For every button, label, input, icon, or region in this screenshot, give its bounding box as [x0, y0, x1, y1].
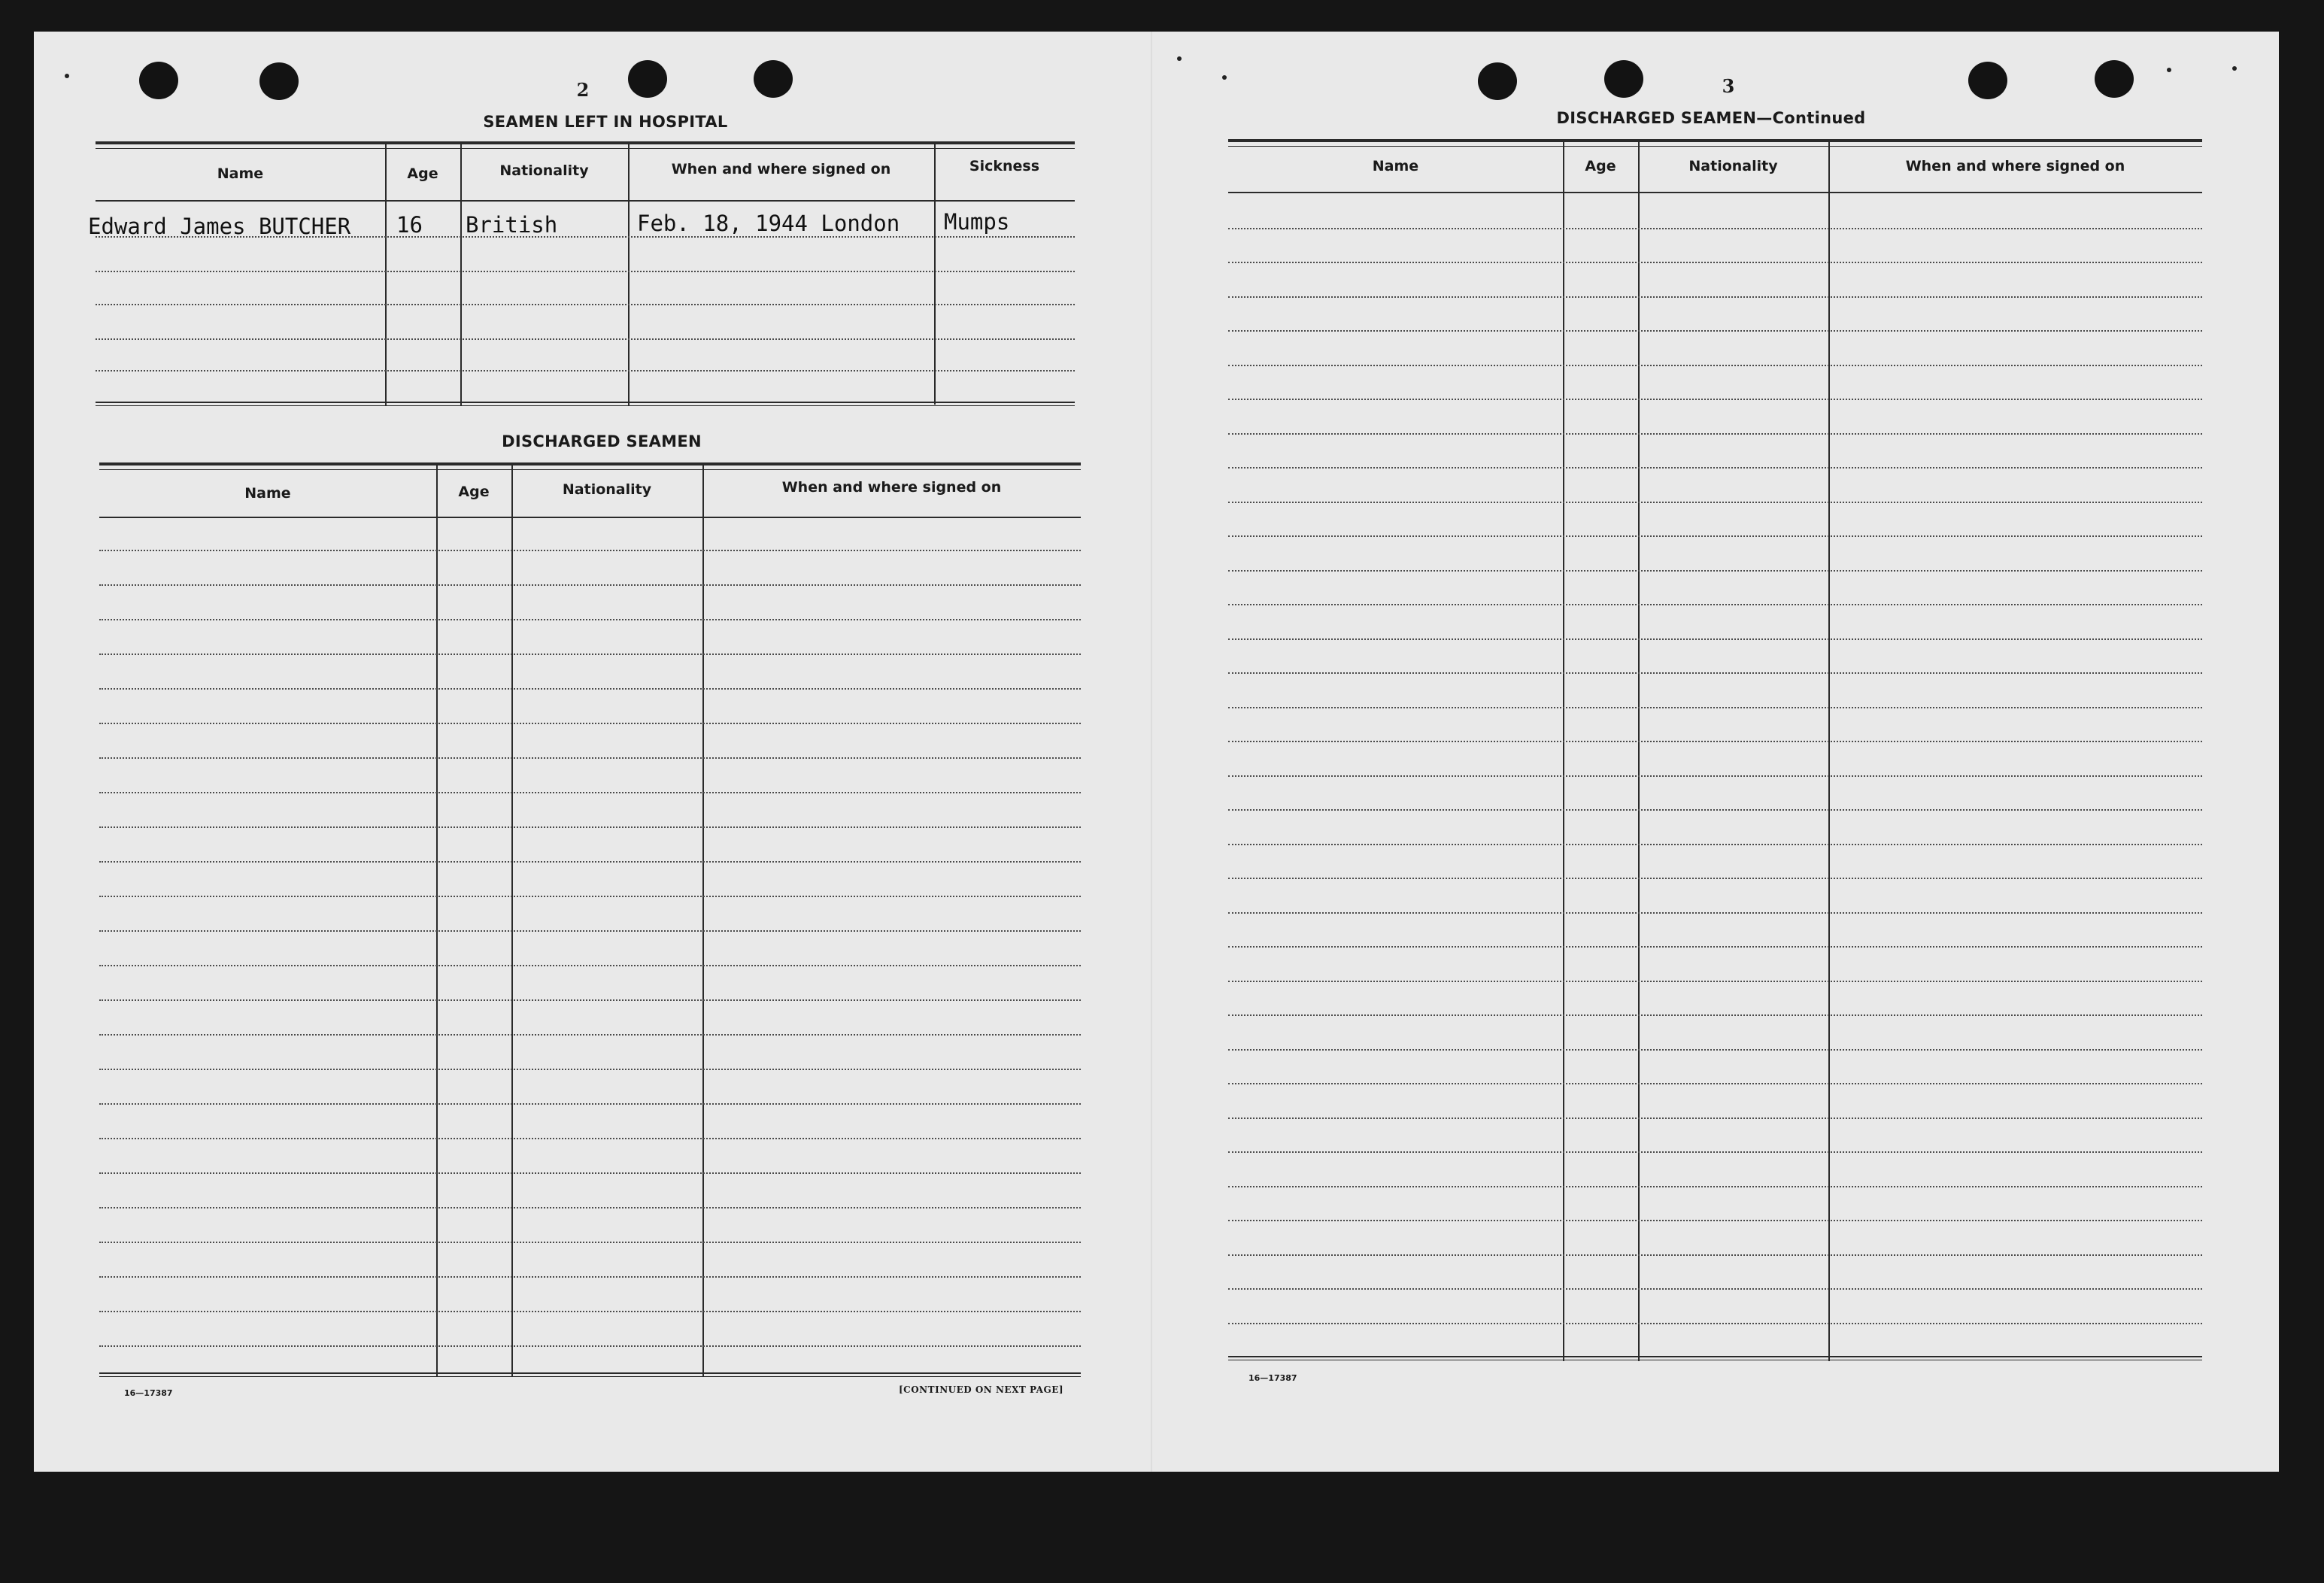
column-header-signed-on: When and where signed on — [1905, 158, 2125, 174]
column-header-name: Name — [217, 165, 264, 182]
title-suffix: —Continued — [1756, 109, 1866, 127]
punch-hole — [1968, 62, 2007, 99]
continued-note: [CONTINUED ON NEXT PAGE] — [899, 1384, 1064, 1395]
discharged-table-left — [99, 462, 1081, 1380]
hospital-row-name: Edward James BUTCHER — [88, 214, 351, 239]
column-header-age: Age — [1585, 158, 1616, 174]
punch-hole — [259, 62, 299, 100]
punch-hole — [2095, 60, 2134, 98]
hospital-row-sickness: Mumps — [944, 209, 1010, 235]
form-code-right: 16—17387 — [1248, 1373, 1297, 1383]
page-fold — [1151, 32, 1152, 1472]
column-header-nationality: Nationality — [1688, 158, 1778, 174]
column-header-nationality: Nationality — [562, 481, 652, 498]
page-number-right: 3 — [1722, 75, 1735, 97]
speck — [2167, 68, 2171, 72]
speck — [65, 74, 69, 78]
punch-hole — [628, 60, 667, 98]
column-header-nationality: Nationality — [499, 162, 589, 179]
page-number-left: 2 — [576, 79, 590, 101]
hospital-section-title: SEAMEN LEFT IN HOSPITAL — [483, 113, 728, 131]
hospital-row-nationality: British — [466, 212, 558, 238]
column-header-signed-on: When and where signed on — [671, 161, 891, 177]
punch-hole — [1604, 60, 1643, 98]
discharged-section-title: DISCHARGED SEAMEN — [502, 432, 702, 450]
column-header-sickness: Sickness — [969, 158, 1040, 174]
column-header-name: Name — [244, 485, 291, 502]
hospital-row-age: 16 — [396, 212, 423, 238]
hospital-row-signed-on: Feb. 18, 1944 London — [637, 211, 900, 236]
discharged-table-right — [1228, 139, 2202, 1365]
discharged-continued-title — [1485, 109, 1937, 127]
speck — [2232, 66, 2237, 71]
column-header-age: Age — [458, 484, 490, 500]
punch-hole — [754, 60, 793, 98]
form-code-left: 16—17387 — [124, 1388, 173, 1398]
speck — [1177, 56, 1182, 61]
hospital-table — [88, 141, 1075, 408]
column-header-signed-on: When and where signed on — [781, 479, 1002, 496]
column-header-age: Age — [407, 165, 438, 182]
punch-hole — [139, 62, 178, 99]
title-main: DISCHARGED SEAMEN — [1556, 109, 1757, 127]
column-header-name: Name — [1372, 158, 1419, 174]
punch-hole — [1478, 62, 1517, 100]
speck — [1222, 75, 1227, 80]
